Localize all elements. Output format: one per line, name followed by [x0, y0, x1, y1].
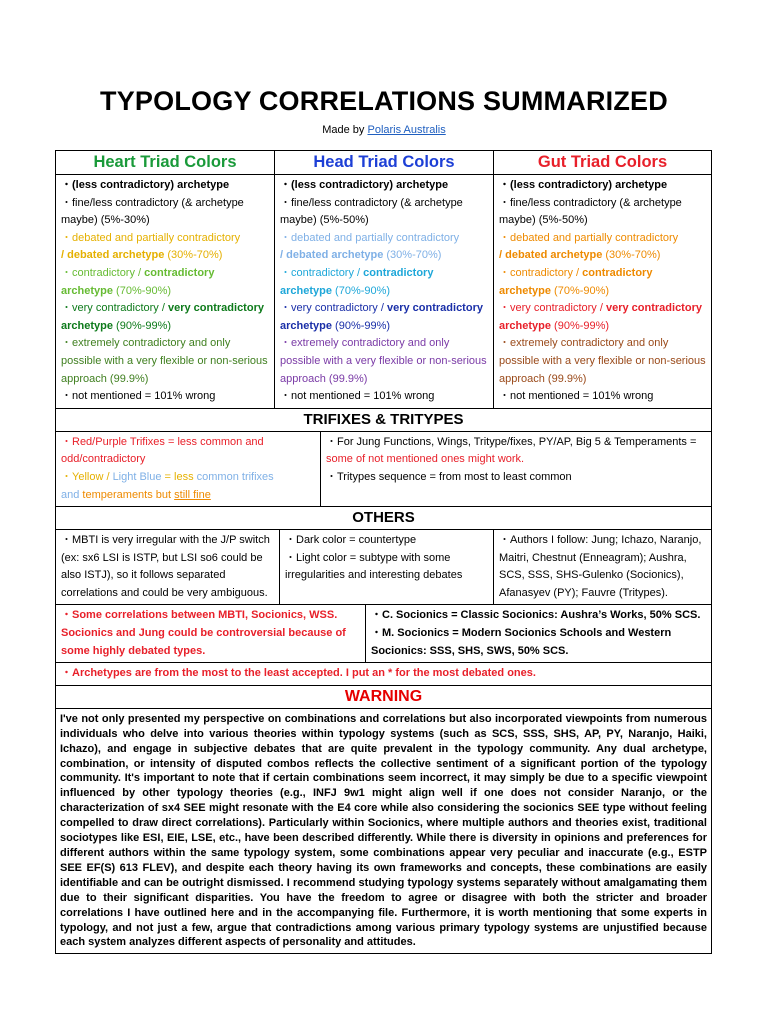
legend-archetype: ・(less contradictory) archetype — [61, 179, 230, 191]
jung-functions-note: ・For Jung Functions, Wings, Tritype/fixes, PY/AP, Big 5 & Temperaments = some of not mentioned ones might work. — [326, 435, 697, 466]
legend-extremely-contradictory: ・extremely contradictory and only possible with a very flexible or non-serious approach (99.9%) — [280, 337, 487, 385]
legend-fine: ・fine/less contradictory (& archetype maybe) (5%-30%) — [61, 196, 244, 227]
legend-very-contradictory: ・very contradictory / very contradictory archetype (90%-99%) — [499, 302, 702, 332]
others-heading-row — [56, 507, 711, 530]
trifixes-heading-row — [56, 409, 711, 432]
head-legend — [275, 175, 494, 408]
triad-header-row — [56, 151, 711, 175]
gut-triad-header: Gut Triad Colors — [537, 153, 668, 171]
legend-debated: ・debated and partially contradictory / debated archetype (30%-70%) — [280, 231, 460, 262]
controversial-note: ・Some correlations between MBTI, Socionics, WSS. Socionics and Jung could be controversial because of some highly debated types. — [56, 605, 366, 662]
legend-contradictory: ・contradictory / contradictory archetype (70%-90%) — [280, 266, 434, 297]
red-purple-note: ・Red/Purple Trifixes = less common and odd/contradictory — [61, 435, 264, 466]
author-link[interactable]: Polaris Australis — [367, 124, 446, 136]
legend-contradictory: ・contradictory / contradictory archetype (70%-90%) — [499, 266, 653, 297]
legend-contradictory: ・contradictory / contradictory archetype (70%-90%) — [61, 266, 215, 297]
trifixes-row — [56, 432, 711, 507]
legend-archetype: ・(less contradictory) archetype — [280, 179, 449, 191]
warning-body-row — [56, 709, 711, 954]
archetypes-row — [56, 663, 711, 686]
trifixes-heading: TRIFIXES & TRITYPES — [303, 410, 464, 428]
heart-legend — [56, 175, 275, 408]
legend-archetype: ・(less contradictory) archetype — [499, 179, 668, 191]
socionics-row — [56, 605, 711, 663]
warning-heading-row — [56, 686, 711, 709]
summary-table — [55, 150, 712, 954]
mbti-note: ・MBTI is very irregular with the J/P switch (ex: sx6 LSI is ISTP, but LSI so6 could be also ISTJ), so it follows separated correlations and could be very ambiguous. — [56, 530, 280, 604]
byline — [0, 124, 768, 136]
yellow-blue-note: ・Yellow / Light Blue = less common trifixes and temperaments but still fine — [61, 470, 274, 501]
modern-socionics-note: ・M. Socionics = Modern Socionics Schools and Western Socionics: SSS, SHS, SWS, 50% SCS. — [371, 627, 672, 657]
trifixes-left — [56, 432, 321, 506]
archetypes-note: ・Archetypes are from the most to the least accepted. I put an * for the most debated ones. — [61, 667, 536, 680]
legend-not-mentioned: ・not mentioned = 101% wrong — [61, 390, 216, 403]
socionics-note — [366, 605, 711, 662]
page-title: TYPOLOGY CORRELATIONS SUMMARIZED — [100, 86, 668, 116]
legend-not-mentioned: ・not mentioned = 101% wrong — [499, 390, 654, 403]
legend-fine: ・fine/less contradictory (& archetype maybe) (5%-50%) — [499, 196, 682, 227]
byline-prefix: Made by — [322, 124, 368, 136]
legend-extremely-contradictory: ・extremely contradictory and only possible with a very flexible or non-serious approach (99.9%) — [499, 337, 706, 385]
legend-very-contradictory: ・very contradictory / very contradictory archetype (90%-99%) — [61, 302, 264, 332]
others-heading: OTHERS — [352, 509, 415, 527]
legend-extremely-contradictory: ・extremely contradictory and only possible with a very flexible or non-serious approach (99.9%) — [61, 337, 268, 385]
warning-body: I've not only presented my perspective on combinations and correlations but also incorporated viewpoints from numerous individuals who delve into various theories within typology systems (such as SCS, SSS, SHS, AP, PY, Naranjo, Haiki, Ichazo), and engage in subjective debates that are quite prevalent in the typology community. Any dual archetype, combination, or intensity of disputed combos reflects the collective sentiment of a significant portion of the typology community. It's important to note that if certain combinations seem incorrect, it may simply be due to a specific viewpoint influenced by other typology theories (e.g., INFJ 9w1 might align well if one does not consider Naranjo, or the characterization of sx4 SEE might resonate with the E4 core while also considering the socionics SEE type without feeling compelled to draw direct correlations). Particularly within Socionics, where multiple authors and theories exist, traditional sociotypes like ESI, EIE, LSE, etc., have been described differently. While there is diversity in opinions and preferences for different authors within the same typology system, some combinations appear very peculiar and inaccurate (e.g., ESTP SEE EF(S) 613 FLEV), and despite each theory having its own frameworks and concepts, these combinations are easily identifiable and can be outright dismissed. I recommend studying typology systems separately without amalgamating them due to their significant disparities. You have the freedom to agree or disagree with both the stricter and broader correlations I have outlined here and in the accompanying file. Furthermore, it is worth mentioning that some experts in typology, and not just a few, argue that contradictions among various primary typology systems are unjustified because each system analyzes different aspects of personality and attitudes. — [60, 712, 707, 949]
head-triad-header: Head Triad Colors — [275, 151, 494, 174]
dark-color-note: ・Dark color = countertype — [285, 534, 417, 547]
light-color-note: ・Light color = subtype with some irregularities and interesting debates — [285, 551, 463, 582]
triad-legend-row — [56, 175, 711, 409]
warning-heading: WARNING — [344, 687, 423, 705]
heart-triad-header: Heart Triad Colors — [56, 151, 275, 174]
legend-very-contradictory: ・very contradictory / very contradictory archetype (90%-99%) — [280, 302, 483, 332]
color-note — [280, 530, 494, 604]
gut-legend — [494, 175, 711, 408]
classic-socionics-note: ・C. Socionics = Classic Socionics: Aushra’s Works, 50% SCS. — [371, 609, 701, 622]
authors-note: ・Authors I follow: Jung; Ichazo, Naranjo, Maitri, Chestnut (Enneagram); Aushra, SCS, SSS, SHS-Gulenko (Socionics), Afanasyev (PY); Fauvre (Tritypes). — [499, 534, 702, 599]
legend-debated: ・debated and partially contradictory / debated archetype (30%-70%) — [499, 231, 679, 262]
tritype-sequence-note: ・Tritypes sequence = from most to least common — [326, 470, 572, 483]
legend-not-mentioned: ・not mentioned = 101% wrong — [280, 390, 435, 403]
trifixes-right — [321, 432, 711, 506]
others-row — [56, 530, 711, 605]
legend-debated: ・debated and partially contradictory / debated archetype (30%-70%) — [61, 231, 241, 262]
legend-fine: ・fine/less contradictory (& archetype maybe) (5%-50%) — [280, 196, 463, 227]
